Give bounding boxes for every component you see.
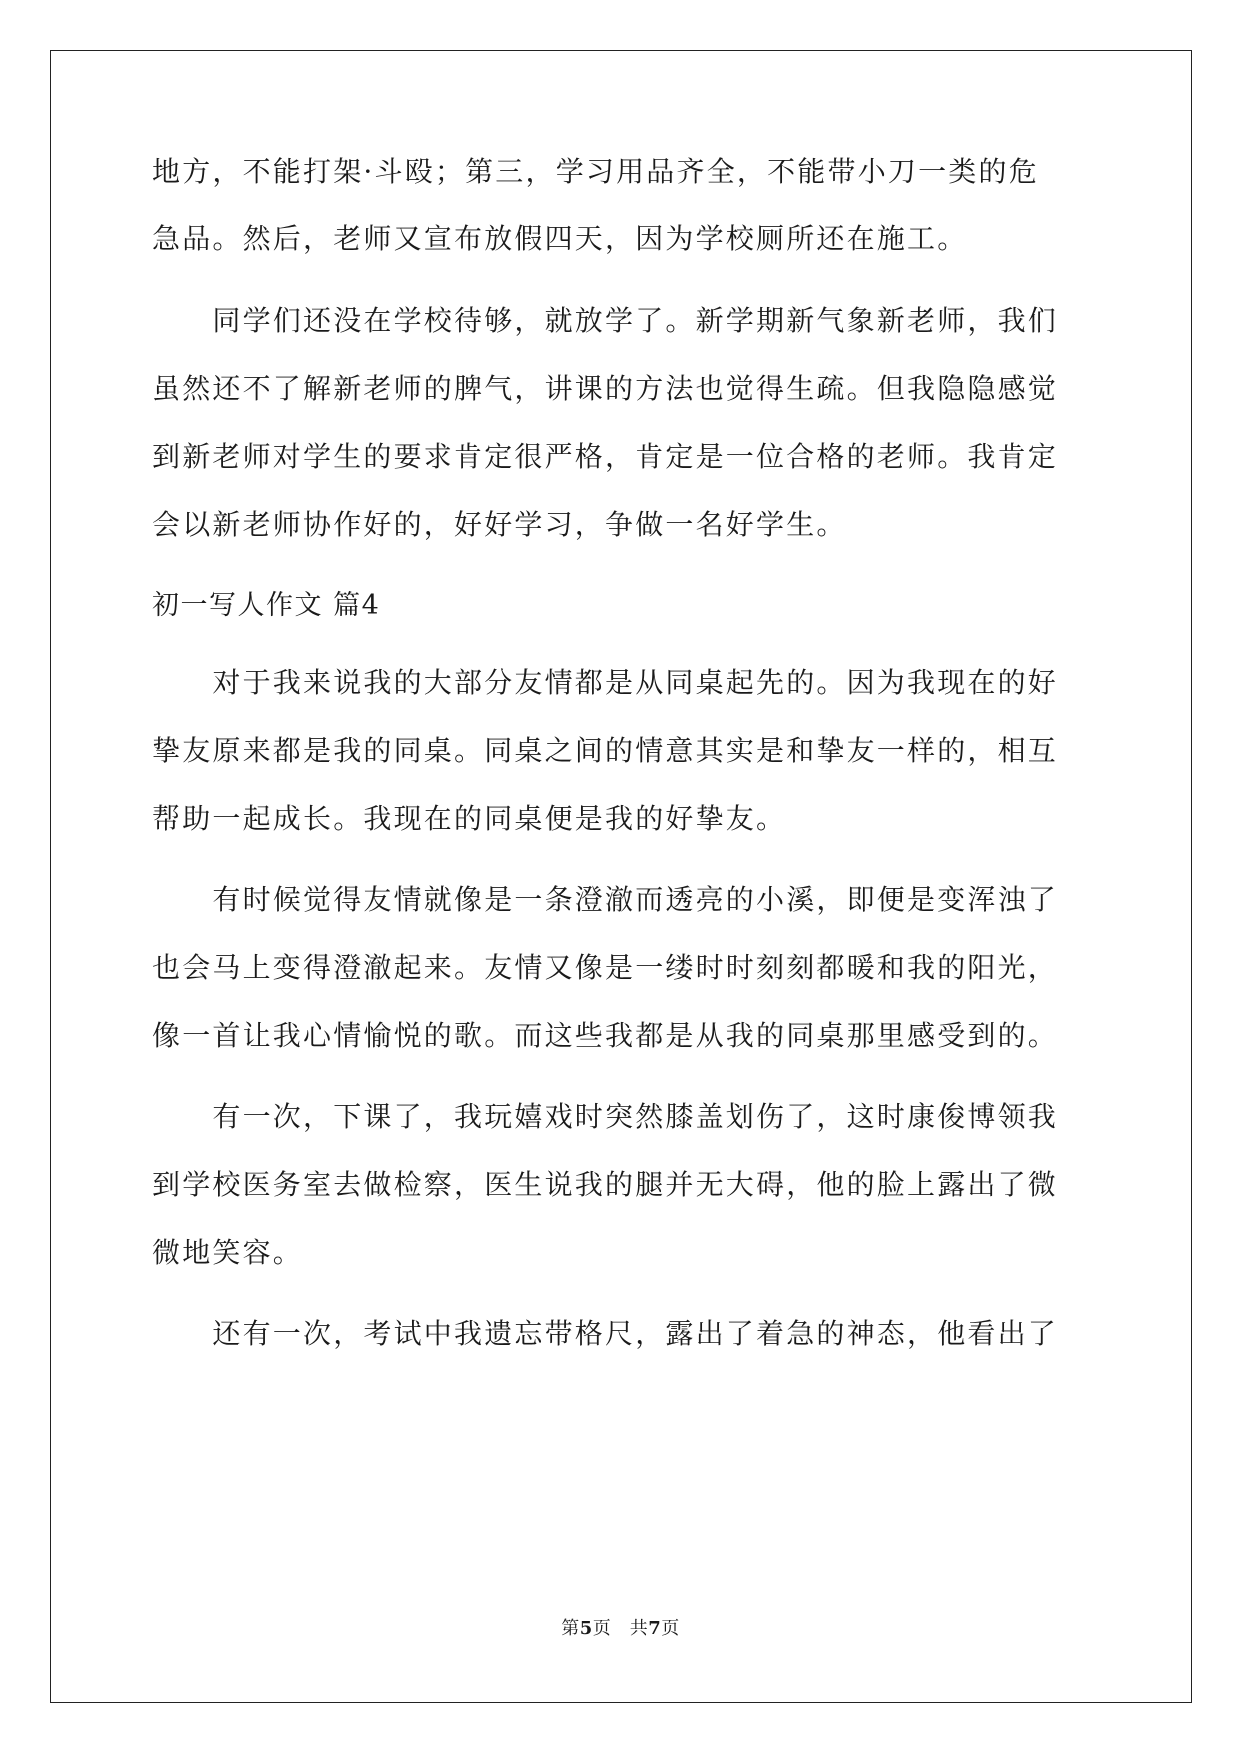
text-line: 还有一次，考试中我遗忘带格尺，露出了着急的神态，他看出了 xyxy=(152,1317,1059,1350)
text-line: 同学们还没在学校待够，就放学了。新学期新气象新老师，我们 xyxy=(152,304,1059,337)
text-line: 到新老师对学生的要求肯定很严格，肯定是一位合格的老师。我肯定 xyxy=(152,440,1059,473)
current-page-number: 5 xyxy=(579,1618,593,1639)
text-line: 到学校医务室去做检察，医生说我的腿并无大碍，他的脸上露出了微 xyxy=(152,1168,1059,1201)
text-line: 帮助一起成长。我现在的同桌便是我的好挚友。 xyxy=(152,802,787,835)
text-line: 有时候觉得友情就像是一条澄澈而透亮的小溪，即便是变浑浊了 xyxy=(152,883,1059,916)
text-line: 微地笑容。 xyxy=(152,1236,304,1269)
page-border xyxy=(50,50,1192,1703)
section-heading: 初一写人作文 篇4 xyxy=(152,590,381,621)
page-footer xyxy=(0,1614,1241,1640)
text-line: 也会马上变得澄澈起来。友情又像是一缕时时刻刻都暖和我的阳光， xyxy=(152,951,1059,984)
text-line: 对于我来说我的大部分友情都是从同桌起先的。因为我现在的好 xyxy=(152,666,1059,699)
page-number-prefix: 第 xyxy=(561,1618,580,1639)
text-line: 地方，不能打架·斗殴；第三，学习用品齐全，不能带小刀一类的危 xyxy=(152,155,1039,188)
total-page-number: 7 xyxy=(648,1618,662,1639)
text-line: 虽然还不了解新老师的脾气，讲课的方法也觉得生疏。但我隐隐感觉 xyxy=(152,372,1059,405)
text-line: 急品。然后，老师又宣布放假四天，因为学校厕所还在施工。 xyxy=(152,222,968,255)
page-number-mid: 页 共 xyxy=(592,1618,649,1639)
text-line: 挚友原来都是我的同桌。同桌之间的情意其实是和挚友一样的，相互 xyxy=(152,734,1059,767)
page-number-suffix: 页 xyxy=(661,1618,680,1639)
text-line: 有一次，下课了，我玩嬉戏时突然膝盖划伤了，这时康俊博领我 xyxy=(152,1100,1059,1133)
text-line: 像一首让我心情愉悦的歌。而这些我都是从我的同桌那里感受到的。 xyxy=(152,1019,1059,1052)
text-line: 会以新老师协作好的，好好学习，争做一名好学生。 xyxy=(152,508,847,541)
